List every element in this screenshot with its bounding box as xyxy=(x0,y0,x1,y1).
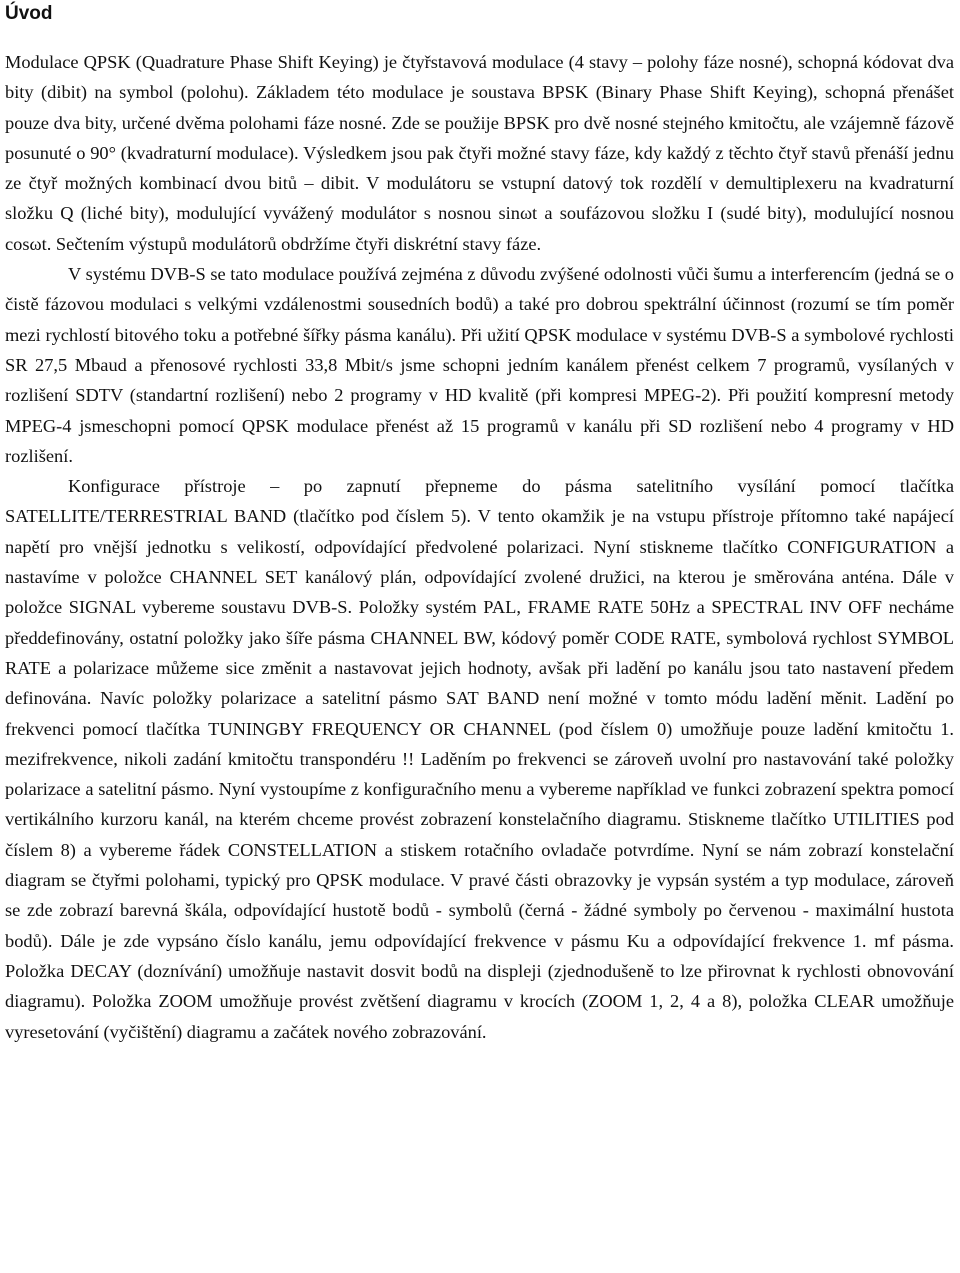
paragraph-configuration: Konfigurace přístroje – po zapnutí přepneme do pásma satelitního vysílání pomocí tlačítka SATELLITE/TERRESTRIAL BAND (tlačítko pod číslem 5). V tento okamžik je na vstupu přístroje přítomno také napájecí napětí pro vnější jednotku s velikostí, odpovídající předvolené polarizaci. Nyní stiskneme tlačítko CONFIGURATION a nastavíme v položce CHANNEL SET kanálový plán, odpovídající zvolené družici, na kterou je směrována anténa. Dále v položce SIGNAL vybereme soustavu DVB-S. Položky systém PAL, FRAME RATE 50Hz a SPECTRAL INV OFF necháme předdefinovány, ostatní položky jako šíře pásma CHANNEL BW, kódový poměr CODE RATE, symbolová rychlost SYMBOL RATE a polarizace můžeme sice změnit a nastavovat jejich hodnoty, avšak při ladění po kanálu jsou tato nastavení předem definována. Navíc položky polarizace a satelitní pásmo SAT BAND není možné v tomto módu ladění měnit. Ladění po frekvenci pomocí tlačítka TUNINGBY FREQUENCY OR CHANNEL (pod číslem 0) umožňuje pouze ladění kmitočtu 1. mezifrekvence, nikoli zadání kmitočtu transpondéru !! Laděním po frekvenci se zároveň uvolní pro nastavování také položky polarizace a satelitní pásmo. Nyní vystoupíme z konfiguračního menu a vybereme například ve funkci zobrazení spektra pomocí vertikálního kurzoru kanál, na kterém chceme provést zobrazení konstelačního diagramu. Stiskneme tlačítko UTILITIES pod číslem 8) a vybereme řádek CONSTELLATION a stiskem rotačního ovladače potvrdíme. Nyní se nám zobrazí konstelační diagram se čtyřmi polohami, typický pro QPSK modulace. V pravé části obrazovky je vypsán systém a typ modulace, zároveň se zde zobrazí barevná škála, odpovídající hustotě bodů - symbolů (černá - žádné symboly po červenou - maximální hustota bodů). Dále je zde vypsáno číslo kanálu, jemu odpovídající frekvence v pásmu Ku a odpovídající frekvence 1. mf pásma. Položka DECAY (doznívání) umožňuje nastavit dosvit bodů na displeji (zjednodušeně to lze přirovnat k rychlosti obnovování diagramu). Položka ZOOM umožňuje provést zvětšení diagramu v krocích (ZOOM 1, 2, 4 a 8), položka CLEAR umožňuje vyresetování (vyčištění) diagramu a začátek nového zobrazování. xyxy=(5,476,954,1042)
document-page xyxy=(0,2,960,1273)
paragraph-qpsk-intro: Modulace QPSK (Quadrature Phase Shift Keying) je čtyřstavová modulace (4 stavy – polohy fáze nosné), schopná kódovat dva bity (dibit) na symbol (polohu). Základem této modulace je soustava BPSK (Binary Phase Shift Keying), schopná přenášet pouze dva bity, určené dvěma polohami fáze nosné. Zde se použije BPSK pro dvě nosné stejného kmitočtu, ale vzájemně fázově posunuté o 90° (kvadraturní modulace). Výsledkem jsou pak čtyři možné stavy fáze, kdy každý z těchto čtyř stavů přenáší jednu ze čtyř možných kombinací dvou bitů – dibit. V modulátoru se vstupní datový tok rozdělí v demultiplexeru na kvadraturní složku Q (liché bity), modulující vyvážený modulátor s nosnou sinωt a soufázovou složku I (sudé bity), modulující nosnou cosωt. Sečtením výstupů modulátorů obdržíme čtyři diskrétní stavy fáze. xyxy=(5,52,954,254)
paragraph-dvb-s: V systému DVB-S se tato modulace používá zejména z důvodu zvýšené odolnosti vůči šumu a interferencím (jedná se o čistě fázovou modulaci s velkými vzdálenostmi sousedních bodů) a také pro dobrou spektrální účinnost (rozumí se tím poměr mezi rychlostí bitového toku a potřebné šířky pásma kanálu). Při užití QPSK modulace v systému DVB-S a symbolové rychlosti SR 27,5 Mbaud a přenosové rychlosti 33,8 Mbit/s jsme schopni jedním kanálem přenést celkem 7 programů, vysílaných v rozlišení SDTV (standartní rozlišení) nebo 2 programy v HD kvalitě (při kompresi MPEG-2). Při použití kompresní metody MPEG-4 jsmeschopni pomocí QPSK modulace přenést až 15 programů v kanálu při SD rozlišení nebo 4 programy v HD rozlišení. xyxy=(5,264,954,466)
section-heading: Úvod xyxy=(5,3,53,24)
